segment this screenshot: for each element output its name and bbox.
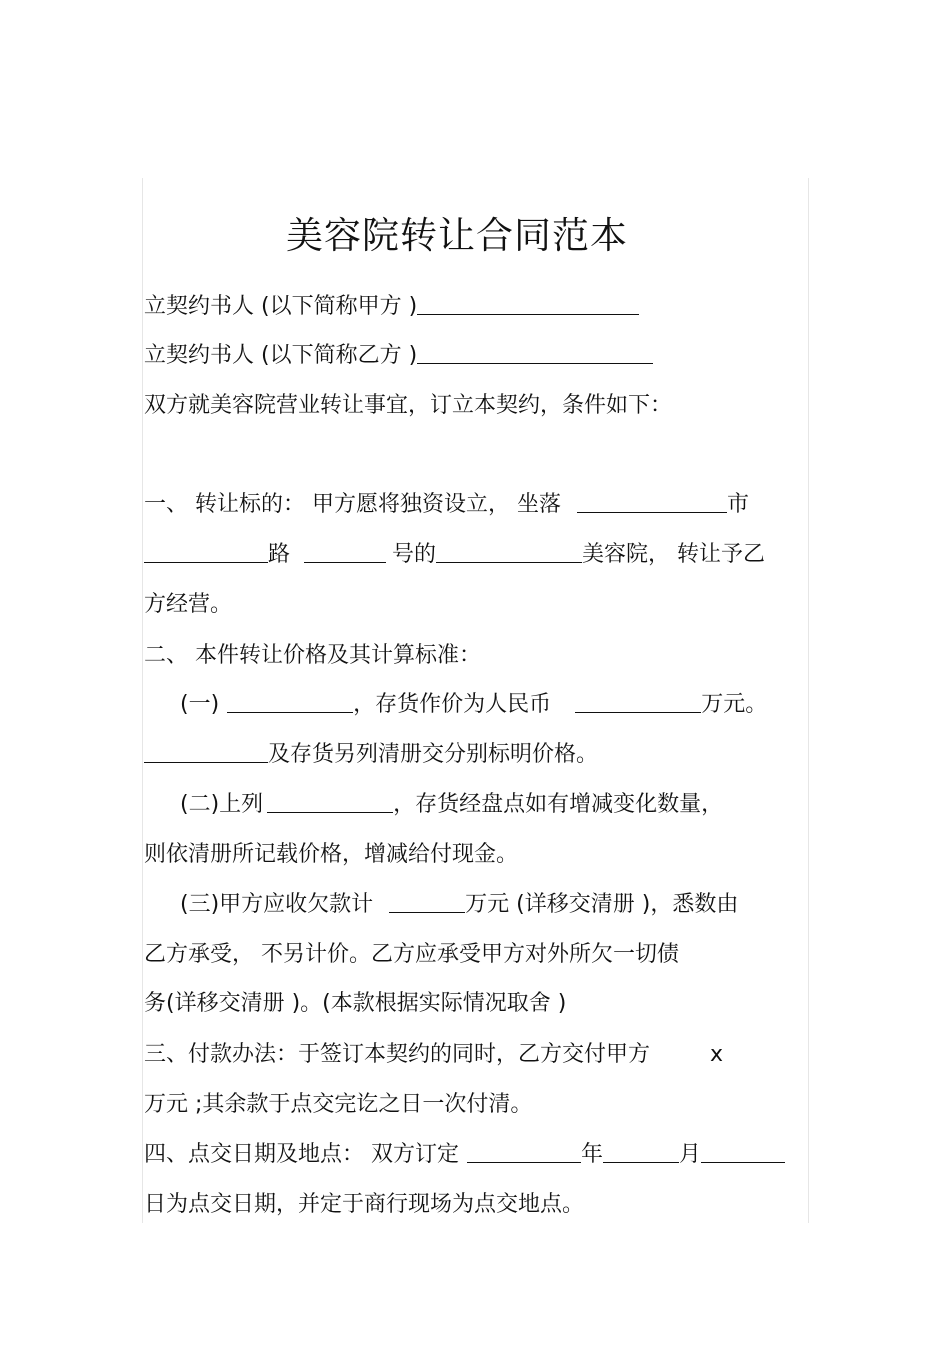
section-2-item-2-line-2: 则依清册所记载价格，增减给付现金。 [144, 842, 519, 867]
year-blank[interactable] [467, 1140, 581, 1163]
document-title: 美容院转让合同范本 [286, 214, 628, 257]
inventory-price-blank[interactable] [575, 690, 701, 713]
section-2-item-2-line-1: (二)上列 ，存货经盘点如有增减变化数量， [180, 792, 724, 817]
party-a-line [144, 292, 639, 322]
section-2-item-3-line-3: 务(详移交清册 )。(本款根据实际情况取舍 ) [144, 991, 567, 1016]
section-2-item-1-line-2: 及存货另列清册交分别标明价格。 [144, 740, 598, 770]
section-1-line-2: 路 号的 美容院， 转让予乙 [144, 540, 765, 570]
section-2-item-3-line-2: 乙方承受， 不另计价。乙方应承受甲方对外所欠一切债 [144, 942, 679, 967]
receivables-blank[interactable] [389, 890, 465, 913]
section-3-line-1: 三、付款办法：于签订本契约的同时，乙方交付甲方 x [144, 1042, 724, 1067]
item-1-blank[interactable] [227, 690, 353, 713]
city-blank[interactable] [577, 490, 727, 513]
salon-name-blank[interactable] [436, 540, 582, 563]
day-blank[interactable] [701, 1140, 785, 1163]
item-1-list-blank[interactable] [144, 740, 268, 763]
item-2-blank[interactable] [267, 790, 393, 813]
section-3-line-2: 万元 ;其余款于点交完讫之日一次付清。 [144, 1092, 533, 1117]
section-2-item-3-line-1: (三)甲方应收欠款计 万元 (详移交清册 )，悉数由 [180, 892, 739, 917]
payment-amount-mark: x [710, 1042, 724, 1067]
contract-document [144, 0, 824, 1345]
section-1-line-3: 方经营。 [144, 592, 233, 617]
intro-line: 双方就美容院营业转让事宜，订立本契约，条件如下： [144, 393, 673, 418]
section-2-title: 二、 本件转让价格及其计算标准： [144, 643, 481, 668]
road-blank[interactable] [144, 540, 268, 563]
section-4-line-1: 四、点交日期及地点： 双方订定 年 月 [144, 1140, 785, 1170]
section-1-line-1: 一、 转让标的： 甲方愿将独资设立， 坐落 市 [144, 492, 749, 517]
party-a-blank[interactable] [417, 292, 639, 315]
party-b-line [144, 341, 653, 371]
party-b-blank[interactable] [417, 341, 653, 364]
number-blank[interactable] [304, 540, 386, 563]
month-blank[interactable] [603, 1140, 679, 1163]
party-b-label: 立契约书人 (以下简称乙方 ) [144, 343, 418, 368]
section-4-line-2: 日为点交日期，并定于商行现场为点交地点。 [144, 1192, 585, 1217]
section-2-item-1-line-1: (一) ，存货作价为人民币 万元。 [180, 692, 768, 717]
party-a-label: 立契约书人 (以下简称甲方 ) [144, 294, 418, 319]
